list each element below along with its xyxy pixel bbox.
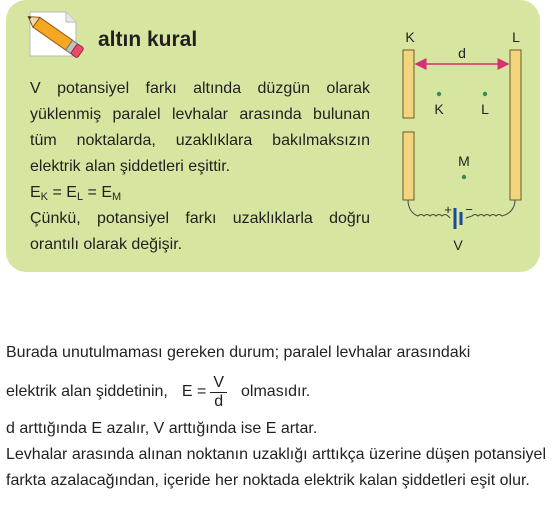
explanation-paragraph-2: Levhalar arasında alınan noktanın uzaklığı arttıkça üzerine düşen potansiyel farkta azalacağından, içeride her noktada elektrik kalan şiddetleri eşit olur. <box>6 446 546 489</box>
plate-l-label: L <box>512 29 520 45</box>
box-text <box>30 76 370 258</box>
formula-numerator: V <box>210 374 227 393</box>
explanation-line-2: d arttığında E azalır, V arttığında ise E artar. <box>6 420 318 437</box>
rule-paragraph: V potansiyel farkı altında düzgün olarak yüklenmiş paralel levhalar arasında bulunan tüm noktalarda, uzaklıklara bakılmaksızın elektrik alan şiddetleri eşittir. <box>30 80 370 175</box>
formula-line <box>6 372 546 412</box>
battery-label: V <box>453 237 463 253</box>
plate-k-label: K <box>405 29 415 45</box>
formula-suffix: olmasıdır. <box>241 383 311 400</box>
pencil-eraser-icon <box>26 8 86 60</box>
formula-prefix: elektrik alan şiddetinin, <box>6 383 168 400</box>
box-title: altın kural <box>98 28 198 51</box>
formula-denominator: d <box>214 392 224 410</box>
point-k-label: K <box>434 101 444 117</box>
field-equality-equation: $E_K = E_L = E_M$ <box>30 184 122 203</box>
parallel-plates-diagram <box>382 22 532 258</box>
distance-label: d <box>458 45 466 61</box>
golden-rule-box <box>6 0 540 272</box>
left-plate-bottom <box>403 132 414 200</box>
explanation-line-1: Burada unutulmaması gereken durum; paralel levhalar arasındaki <box>6 344 471 361</box>
point-k <box>437 92 441 96</box>
right-wire <box>466 200 515 218</box>
point-l <box>483 92 487 96</box>
minus-sign: − <box>465 202 473 217</box>
plus-sign: + <box>444 202 452 217</box>
point-m-label: M <box>458 153 470 169</box>
right-plate <box>510 50 521 200</box>
formula-lhs: E = <box>181 383 207 400</box>
point-m <box>462 175 466 179</box>
left-plate-top <box>403 50 414 118</box>
explanation-section <box>6 340 546 494</box>
point-l-label: L <box>481 101 489 117</box>
reason-paragraph: Çünkü, potansiyel farkı uzaklıklarla doğru orantılı olarak değişir. <box>30 210 370 253</box>
field-formula-fraction <box>210 374 227 411</box>
